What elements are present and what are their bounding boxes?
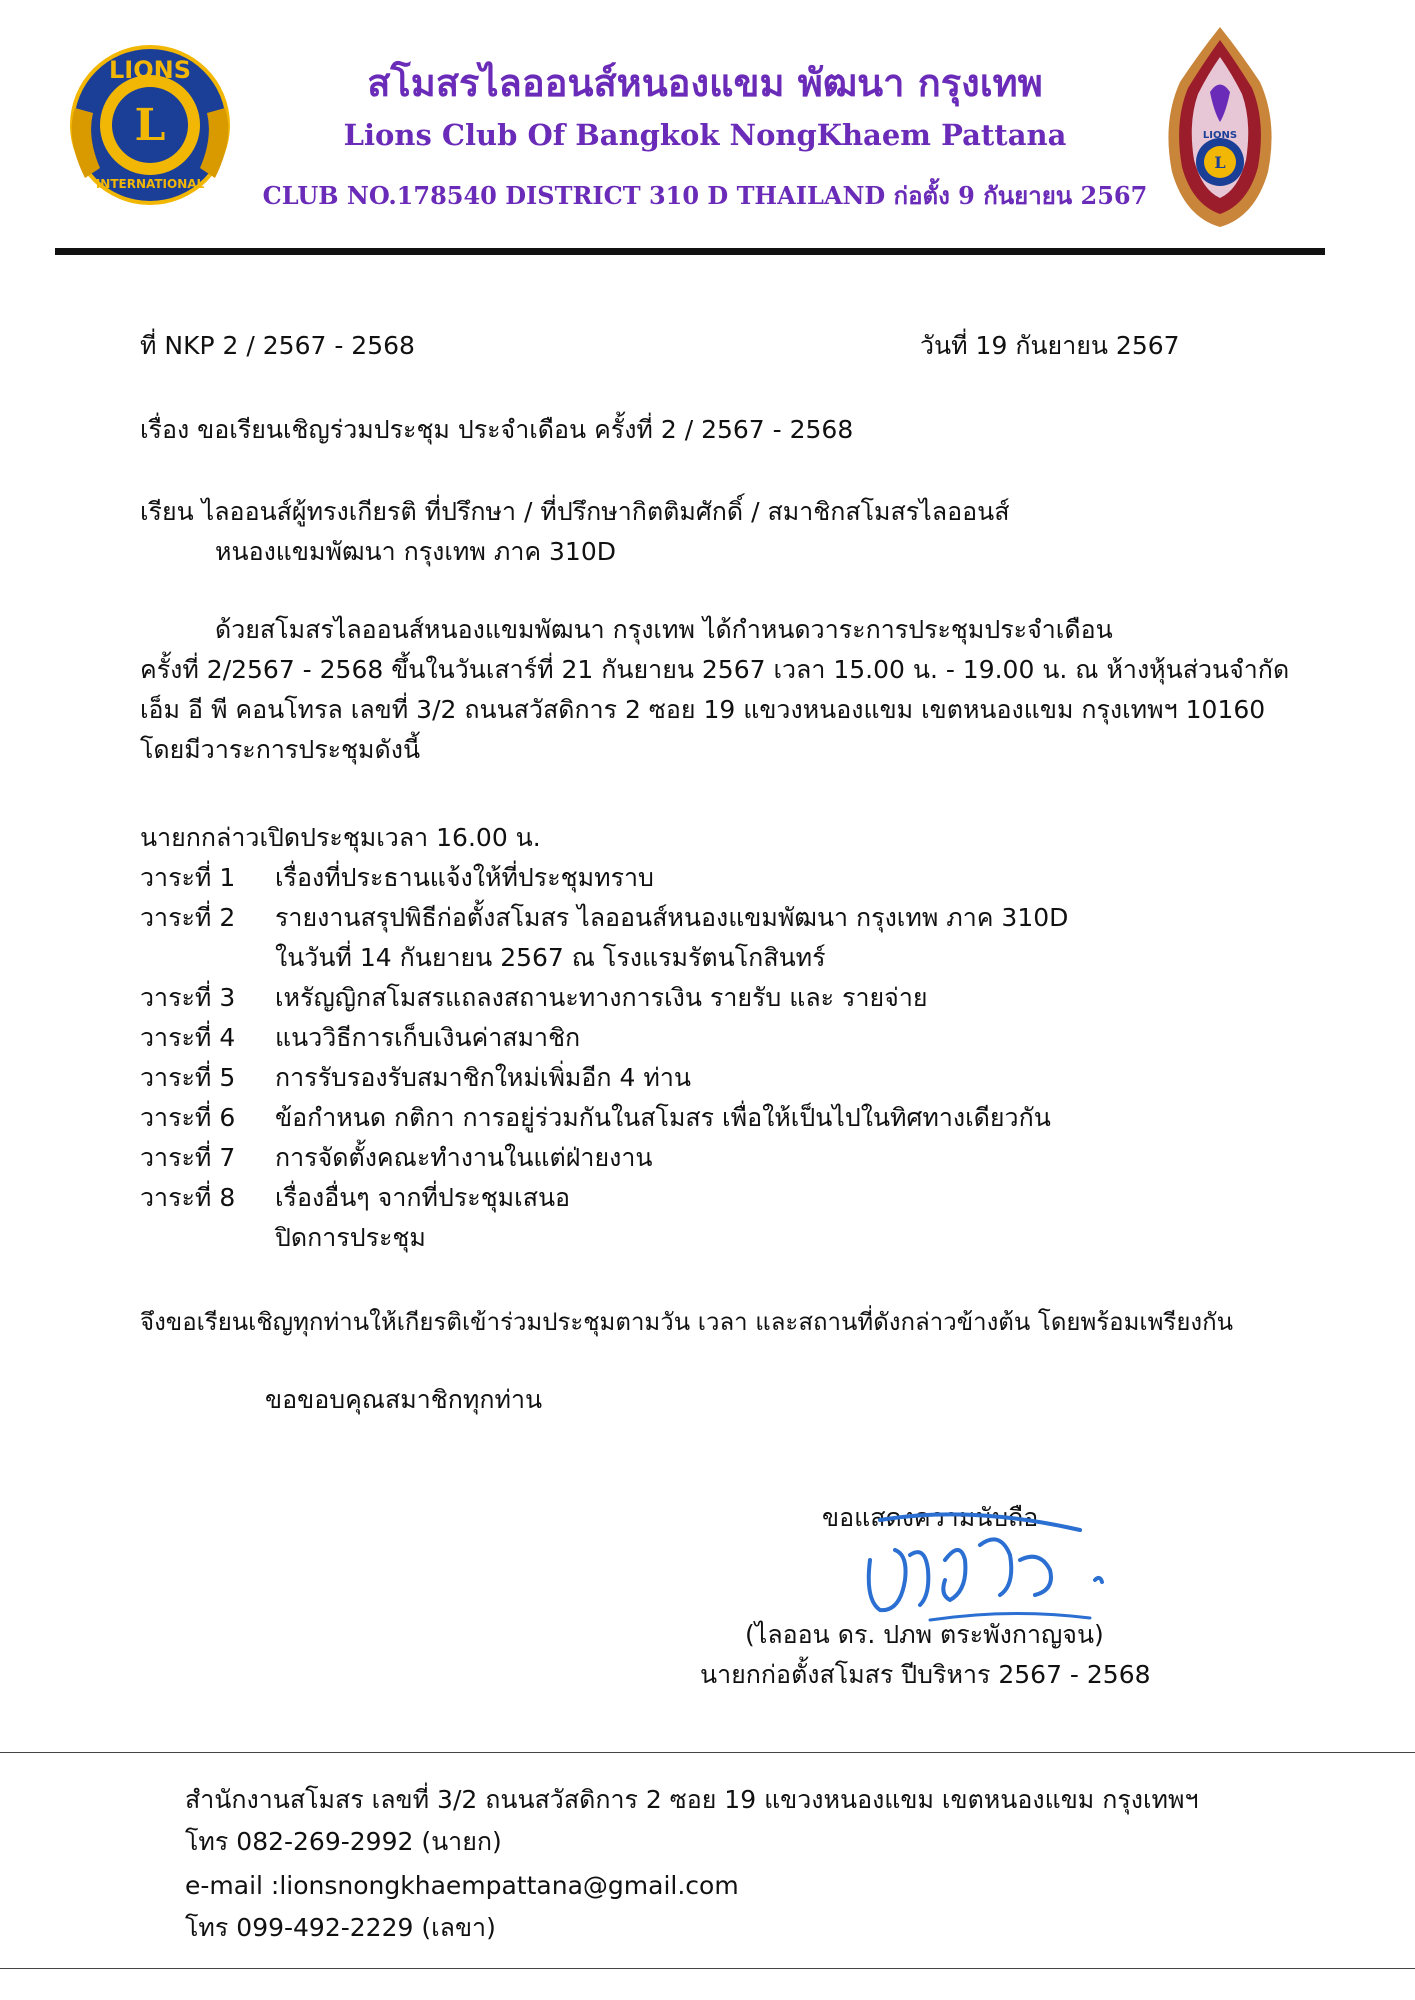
logo-letter: L [134, 100, 166, 151]
agenda-item: วาระที่ 2 รายงานสรุปพิธีก่อตั้งสโมสร ไลออนส์หนองแขมพัฒนา กรุงเทพ ภาค 310D [140, 903, 1069, 932]
agenda-item: วาระที่ 3 เหรัญญิกสโมสรแถลงสถานะทางการเงิน รายรับ และ รายจ่าย [140, 983, 928, 1012]
body-line-3: เอ็ม อี พี คอนโทรล เลขที่ 3/2 ถนนสวัสดิการ 2 ซอย 19 แขวงหนองแขม เขตหนองแขม กรุงเทพฯ 10160 [140, 695, 1266, 724]
letter-date: วันที่ 19 กันยายน 2567 [920, 331, 1180, 360]
subject-line: เรื่อง ขอเรียนเชิญร่วมประชุม ประจำเดือน ครั้งที่ 2 / 2567 - 2568 [140, 415, 854, 444]
recipient-line-1: เรียน ไลออนส์ผู้ทรงเกียรติ ที่ปรึกษา / ที่ปรึกษากิตติมศักดิ์ / สมาชิกสโมสรไลออนส์ [140, 497, 1010, 526]
footer-email: e-mail :lionsnongkhaempattana@gmail.com [185, 1871, 739, 1900]
footer-divider-bottom [0, 1968, 1415, 1969]
agenda-item: วาระที่ 1 เรื่องที่ประธานแจ้งให้ที่ประชุมทราบ [140, 863, 654, 892]
footer-phone-president: โทร 082-269-2992 (นายก) [185, 1827, 502, 1856]
footer-address: สำนักงานสโมสร เลขที่ 3/2 ถนนสวัสดิการ 2 ซอย 19 แขวงหนองแขม เขตหนองแขม กรุงเทพฯ [185, 1785, 1199, 1814]
club-seal-icon [1160, 22, 1280, 232]
agenda-item: วาระที่ 5 การรับรองรับสมาชิกใหม่เพิ่มอีก 4 ท่าน [140, 1063, 691, 1092]
footer-phone-secretary: โทร 099-492-2229 (เลขา) [185, 1913, 496, 1942]
agenda-item: ในวันที่ 14 กันยายน 2567 ณ โรงแรมรัตนโกสินทร์ [275, 943, 826, 972]
recipient-line-2: หนองแขมพัฒนา กรุงเทพ ภาค 310D [215, 537, 616, 566]
agenda-item: ปิดการประชุม [275, 1223, 426, 1252]
seal-text: LIONS [1202, 130, 1238, 141]
club-number-line: CLUB NO.178540 DISTRICT 310 D THAILAND ก่อตั้ง 9 กันยายน 2567 [262, 181, 1148, 210]
agenda-item: วาระที่ 4 แนววิธีการเก็บเงินค่าสมาชิก [140, 1023, 581, 1052]
header-divider [55, 248, 1325, 255]
signature-icon [850, 1500, 1140, 1630]
agenda-item: วาระที่ 6 ข้อกำหนด กติกา การอยู่ร่วมกันในสโมสร เพื่อให้เป็นไปในทิศทางเดียวกัน [140, 1103, 1051, 1132]
signer-title: นายกก่อตั้งสโมสร ปีบริหาร 2567 - 2568 [700, 1660, 1151, 1689]
signer-name: (ไลออน ดร. ปภพ ตระพังกาญจน) [745, 1620, 1104, 1649]
logo-text-bottom: INTERNATIONAL [95, 177, 205, 191]
footer-divider-top [0, 1752, 1415, 1753]
agenda-item: วาระที่ 8 เรื่องอื่นๆ จากที่ประชุมเสนอ [140, 1183, 571, 1212]
body-line-2: ครั้งที่ 2/2567 - 2568 ขึ้นในวันเสาร์ที่ 21 กันยายน 2567 เวลา 15.00 น. - 19.00 น. ณ ห้างหุ้นส่วนจำกัด [140, 655, 1290, 684]
lions-logo [55, 38, 245, 213]
reference-number: ที่ NKP 2 / 2567 - 2568 [140, 331, 415, 360]
club-name-english: Lions Club Of Bangkok NongKhaem Pattana [343, 118, 1067, 152]
svg-text:L: L [1214, 153, 1226, 172]
body-line-4: โดยมีวาระการประชุมดังนี้ [140, 735, 421, 764]
closing-line: ขอแสดงความนับถือ [822, 1503, 1039, 1532]
club-name-thai: สโมสรไลออนส์หนองแขม พัฒนา กรุงเทพ [367, 61, 1043, 105]
logo-text-top: LIONS [109, 56, 191, 84]
invitation-line: จึงขอเรียนเชิญทุกท่านให้เกียรติเข้าร่วมประชุมตามวัน เวลา และสถานที่ดังกล่าวข้างต้น โดยพร้อมเพรียงกัน [140, 1308, 1234, 1336]
body-line-1: ด้วยสโมสรไลออนส์หนองแขมพัฒนา กรุงเทพ ได้กำหนดวาระการประชุมประจำเดือน [215, 615, 1113, 644]
thanks-line: ขอขอบคุณสมาชิกทุกท่าน [265, 1385, 543, 1414]
agenda-item: วาระที่ 7 การจัดตั้งคณะทำงานในแต่ฝ่ายงาน [140, 1143, 653, 1172]
opening-line: นายกกล่าวเปิดประชุมเวลา 16.00 น. [140, 823, 541, 852]
